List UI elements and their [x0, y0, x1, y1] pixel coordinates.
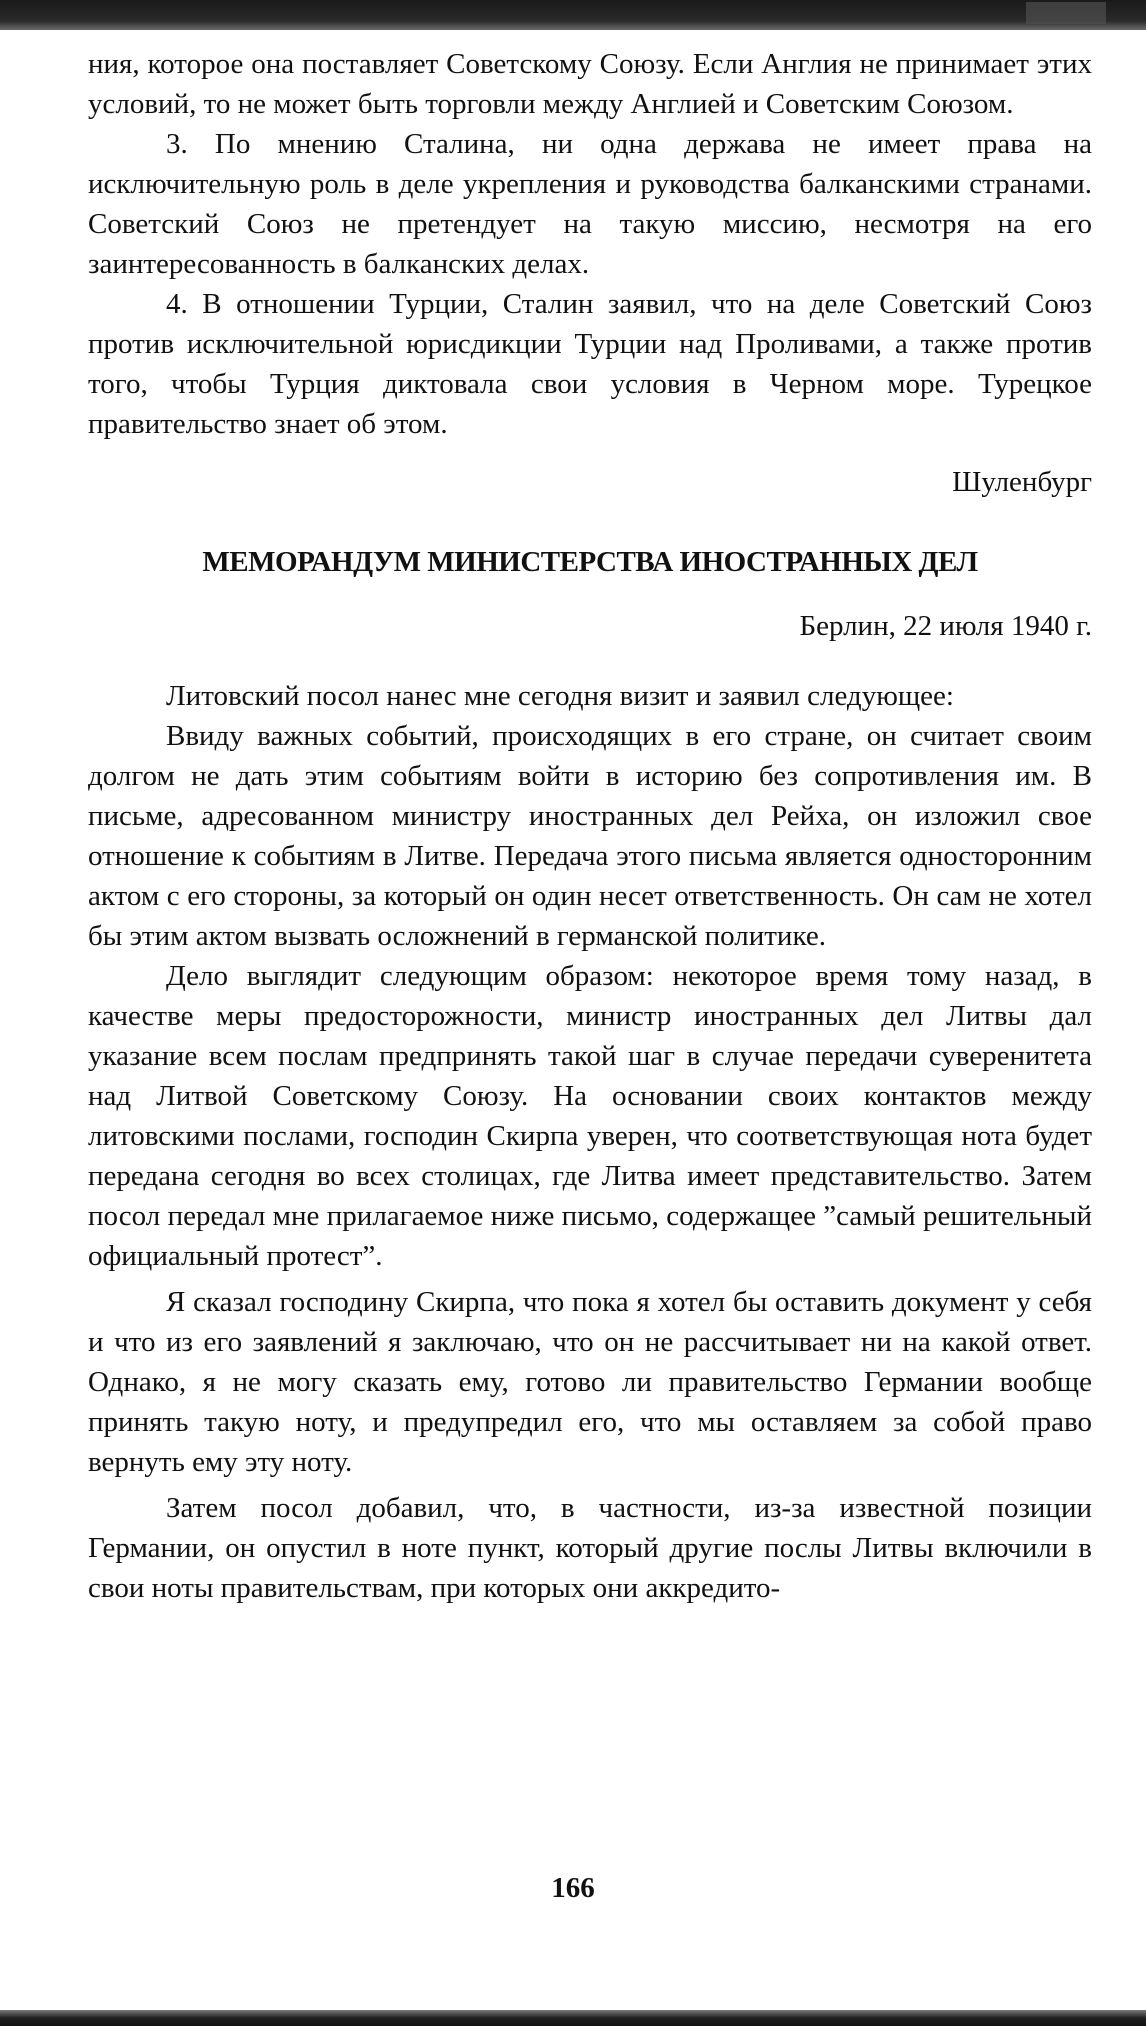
paragraph-memo-statement: Ввиду важных событий, происходящих в его стране, он считает своим долгом не дать этим событиям войти в историю без сопротивления им. В письме, адресованном министру иностранных дел Рейха, он изложил свое отношение к событиям в Литве. Передача этого письма является односторонним актом с его стороны, за который он один несет ответственность. Он сам не хотел бы этим актом вызвать осложнений в германской политике. — [88, 720, 1092, 952]
paragraph-memo-situation: Дело выглядит следующим образом: некоторое время тому назад, в качестве меры предосторожности, министр иностранных дел Литвы дал указание всем послам предпринять такой шаг в случае передачи суверенитета над Литвой Советскому Союзу. На основании своих контактов между литовскими послами, господин Скирпа уверен, что соответствующая нота будет передана сегодня во всех столицах, где Литва имеет представительство. Затем посол передал мне прилагаемое ниже письмо, содержащее ”самый решительный официальный протест”. — [88, 960, 1092, 1272]
memo-heading: МЕМОРАНДУМ МИНИСТЕРСТВА ИНОСТРАННЫХ ДЕЛ — [202, 546, 978, 578]
page-body — [88, 44, 1092, 1608]
paragraph-memo-reply: Я сказал господину Скирпа, что пока я хотел бы оставить документ у себя и что из его заявлений я заключаю, что он не рассчитывает ни на какой ответ. Однако, я не могу сказать ему, готово ли правительство Германии вообще принять такую ноту, и предупредил его, что мы оставляем за собой право вернуть ему эту ноту. — [88, 1286, 1092, 1478]
scan-smudge — [1026, 2, 1106, 24]
date-line: Берлин, 22 июля 1940 г. — [799, 610, 1092, 642]
paragraph-memo-intro: Литовский посол нанес мне сегодня визит и заявил следующее: — [166, 680, 954, 712]
scan-edge-top — [0, 0, 1146, 30]
spacer — [88, 646, 1092, 676]
paragraph-continuation: ния, которое она поставляет Советскому Союзу. Если Англия не принимает этих условий, то не может быть торговли между Англией и Советским Союзом. — [88, 48, 1092, 120]
paragraph-point-3: 3. По мнению Сталина, ни одна держава не имеет права на исключительную роль в деле укрепления и руководства балканскими странами. Советский Союз не претендует на такую миссию, несмотря на его заинтересованность в балканских делах. — [88, 128, 1092, 280]
signature: Шуленбург — [952, 466, 1092, 498]
scan-edge-bottom — [0, 2010, 1146, 2026]
paragraph-memo-addition: Затем посол добавил, что, в частности, из-за известной позиции Германии, он опустил в ноте пункт, который другие послы Литвы включили в свои ноты правительствам, при которых они аккредито- — [88, 1492, 1092, 1604]
page-number: 166 — [551, 1872, 595, 1904]
paragraph-point-4: 4. В отношении Турции, Сталин заявил, что на деле Советский Союз против исключительной юрисдикции Турции над Проливами, а также против того, чтобы Турция диктовала свои условия в Черном море. Турецкое правительство знает об этом. — [88, 288, 1092, 440]
